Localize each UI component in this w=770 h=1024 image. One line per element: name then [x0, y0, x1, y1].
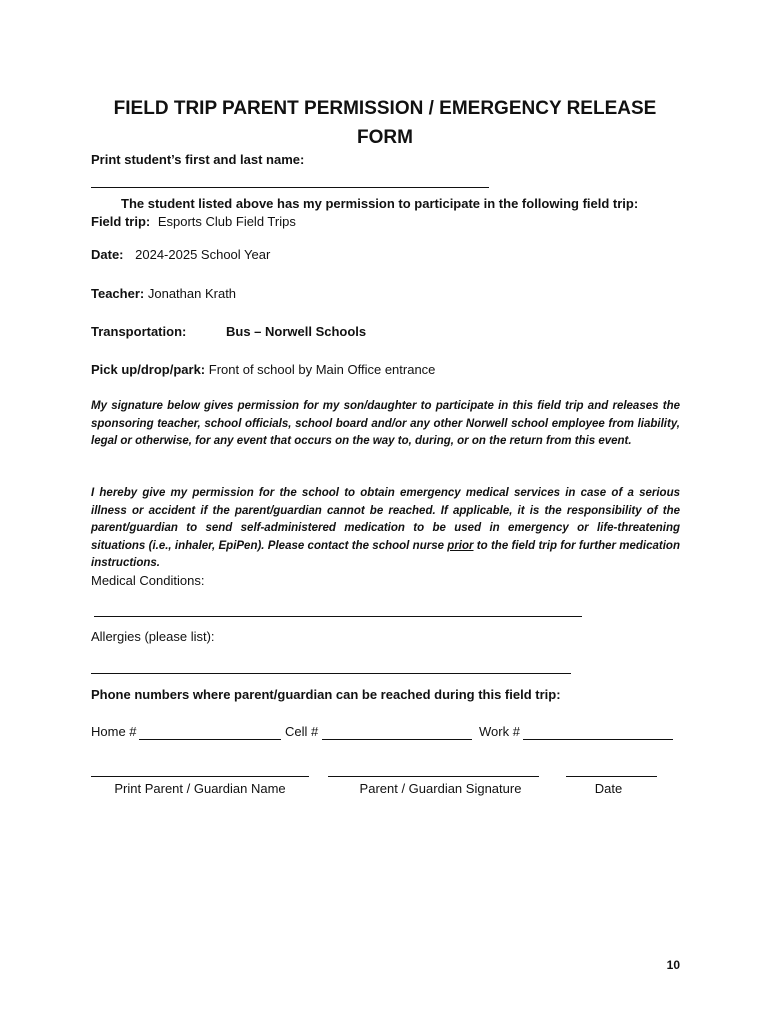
parent-signature-caption: Parent / Guardian Signature — [359, 781, 522, 796]
pickup-row — [91, 362, 435, 377]
date-caption: Date — [594, 781, 623, 796]
parent-name-line[interactable] — [91, 776, 309, 777]
home-phone-field[interactable] — [139, 739, 281, 740]
parent-signature-line[interactable] — [328, 776, 539, 777]
teacher-label: Teacher: — [91, 286, 145, 301]
transportation-value: Bus – Norwell Schools — [226, 324, 367, 339]
permission-statement: The student listed above has my permission to participate in the following field trip: — [121, 196, 639, 211]
transportation-label: Transportation: — [91, 324, 187, 339]
phone-heading: Phone numbers where parent/guardian can be reached during this field trip: — [91, 687, 561, 702]
field-trip-value: Esports Club Field Trips — [157, 214, 296, 229]
medical-paragraph-text-a: I hereby give my permission for the school to obtain emergency medical services in case of a serious illness or accident if the parent/guardian cannot be reached. If applicable, it is the responsibility of the parent/guardian to send self-administered medication to be used in emergency or life-threatening situations (i.e., inhaler, EpiPen). Please contact the school nurse — [91, 487, 680, 552]
medical-conditions-field[interactable] — [94, 616, 582, 617]
form-title: FIELD TRIP PARENT PERMISSION / EMERGENCY RELEASE FORM — [113, 98, 657, 148]
cell-phone-field[interactable] — [322, 739, 472, 740]
student-name-field[interactable] — [91, 187, 489, 188]
teacher-row — [91, 286, 236, 301]
parent-name-caption: Print Parent / Guardian Name — [114, 781, 286, 796]
medical-paragraph-text-b: to the field trip for further medication instructions. — [91, 539, 680, 569]
medical-paragraph — [91, 485, 680, 573]
medical-conditions-label: Medical Conditions: — [91, 573, 205, 588]
allergies-field[interactable] — [91, 673, 571, 674]
medical-paragraph-prior: prior — [447, 539, 474, 552]
field-trip-row — [91, 214, 296, 229]
signature-date-line[interactable] — [566, 776, 657, 777]
cell-phone-label: Cell # — [285, 724, 319, 739]
page-number: 10 — [666, 958, 680, 972]
print-name-label: Print student’s first and last name: — [91, 152, 305, 167]
teacher-value: Jonathan Krath — [147, 286, 237, 301]
allergies-label: Allergies (please list): — [91, 629, 215, 644]
date-value: 2024-2025 School Year — [135, 247, 271, 262]
pickup-label: Pick up/drop/park: — [91, 362, 206, 377]
date-row — [91, 247, 270, 262]
date-label: Date: — [91, 247, 124, 262]
pickup-value: Front of school by Main Office entrance — [208, 362, 436, 377]
work-phone-field[interactable] — [523, 739, 673, 740]
work-phone-label: Work # — [479, 724, 520, 739]
release-paragraph: My signature below gives permission for my son/daughter to participate in this field trip and releases the sponsoring teacher, school officials, school board and/or any other Norwell school employee from liability, legal or otherwise, for any event that occurs on the way to, during, or on the return from this event. — [91, 400, 680, 447]
field-trip-label: Field trip: — [91, 214, 151, 229]
home-phone-label: Home # — [91, 724, 137, 739]
